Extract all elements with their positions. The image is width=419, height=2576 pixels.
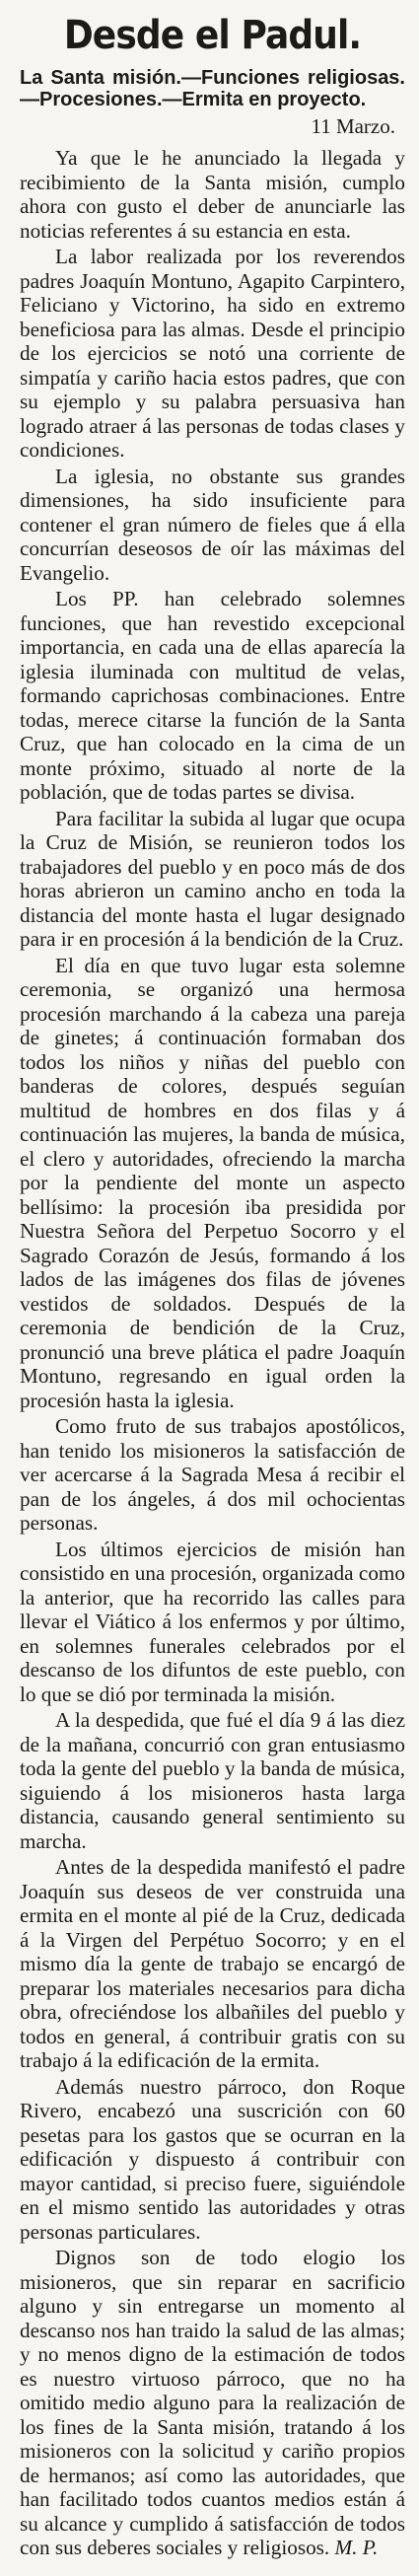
paragraph: La labor realizada por los reverendos padres Joaquín Montuno, Agapito Carpintero, Feliciano y Victorino, ha sido en extremo beneficiosa para las almas. Desde el principio de los ejercicios se notó una corriente de simpatía y cariño hacia estos padres, que con su ejemplo y su palabra persuasiva han logrado atraer á las personas de todas clases y condiciones.: [20, 245, 405, 462]
paragraph: El día en que tuvo lugar esta solemne ceremonia, se organizó una hermosa procesión marchando á la cabeza una pareja de ginetes; á continuación formaban dos todos los niños y niñas del pueblo con banderas de colores, después seguían multitud de hombres en dos filas y á continuación las mujeres, la banda de música, el clero y autoridades, ofreciendo la marcha por la pendiente del monte un aspecto bellísimo: la procesión iba presidida por Nuestra Señora del Perpetuo Socorro y el Sagrado Corazón de Jesús, formando á los lados de las imágenes dos filas de jóvenes vestidos de soldados. Después de la ceremonia de bendición de la Cruz, pronunció una breve plática el padre Joaquín Montuno, regresando en igual orden la procesión hasta la iglesia.: [20, 953, 405, 1412]
paragraph: A la despedida, que fué el día 9 á las diez de la mañana, concurrió con gran entusiasmo toda la gente del pueblo y la banda de música, siguiendo á los misioneros hasta larga distancia, causando general sentimiento su marcha.: [20, 1708, 405, 1853]
paragraph: Para facilitar la subida al lugar que ocupa la Cruz de Misión, se reunieron todos los trabajadores del pueblo y en poco más de dos horas abrieron un camino ancho en toda la distancia del monte hasta el lugar designado para ir en procesión á la bendición de la Cruz.: [20, 806, 405, 951]
paragraph: Como fruto de sus trabajos apostólicos, han tenido los misioneros la satisfacción de ver acercarse á la Sagrada Mesa á recibir el pan de los ángeles, á dos mil ochocientas personas.: [20, 1414, 405, 1535]
paragraph: Antes de la despedida manifestó el padre Joaquín sus deseos de ver construida una ermita en el monte al pié de la Cruz, dedicada á la Virgen del Perpétuo Socorro; y en el mismo día la gente de trabajo se encargó de preparar los materiales necesarios para dicha obra, ofreciéndose los albañiles del pueblo y todos en general, á contribuir gratis con su trabajo á la edificación de la ermita.: [20, 1855, 405, 2072]
article-date: 11 Marzo.: [311, 114, 395, 138]
paragraph: Los últimos ejercicios de misión han consistido en una procesión, organizada como la anterior, que ha recorrido las calles para llevar el Viático á los enfermos y por último, en solemnes funerales celebrados por el descanso de los difuntos de este pueblo, con lo que se dió por terminada la misión.: [20, 1537, 405, 1706]
article-title: Desde el Padul.: [63, 13, 362, 58]
paragraph: Además nuestro párroco, don Roque Rivero, encabezó una suscrición con 60 pesetas para los gastos que se ocurran en la edificación y dispuesto á contribuir con mayor cantidad, si preciso fuere, siguiéndole en el mismo sentido las autoridades y otras personas particulares.: [20, 2074, 405, 2244]
signature: M. P.: [334, 2536, 379, 2559]
article-body: [20, 146, 405, 2560]
paragraph: Ya que le he anunciado la llegada y recibimiento de la Santa misión, cumplo ahora con gusto el deber de anunciarle las noticias referentes á su estancia en esta.: [20, 146, 405, 243]
article-summary: La Santa misión.—Funciones religiosas.—Procesiones.—Ermita en proyecto.: [20, 67, 405, 110]
paragraph: La iglesia, no obstante sus grandes dimensiones, ha sido insuficiente para contener el gran número de fieles que á ella concurrían deseosos de oír las máximas del Evangelio.: [20, 464, 405, 585]
paragraph-final-text: Dignos son de todo elogio los misioneros, que sin reparar en sacrificio alguno y sin entregarse un momento al descanso nos han traido la salud de las almas; y no menos digno de la estimación de todos es nuestro virtuoso párroco, que no ha omitido medio alguno para la realización de los fines de la Santa misión, tratando á los misioneros con la solicitud y cariño propios de hermanos; así como las autoridades, que han facilitado todos cuantos medios están á su alcance y cumplido á satisfacción de todos con sus deberes sociales y religiosos.: [20, 2246, 405, 2559]
paragraph-final: [20, 2246, 405, 2560]
paragraph: Los PP. han celebrado solemnes funciones, que han revestido excepcional importancia, en cada una de ellas aparecía la iglesia iluminada con multitud de velas, formando caprichosas combinaciones. Entre todas, merece citarse la función de la Santa Cruz, que han colocado en la cima de un monte próximo, situado al norte de la población, que de todas partes se divisa.: [20, 587, 405, 804]
